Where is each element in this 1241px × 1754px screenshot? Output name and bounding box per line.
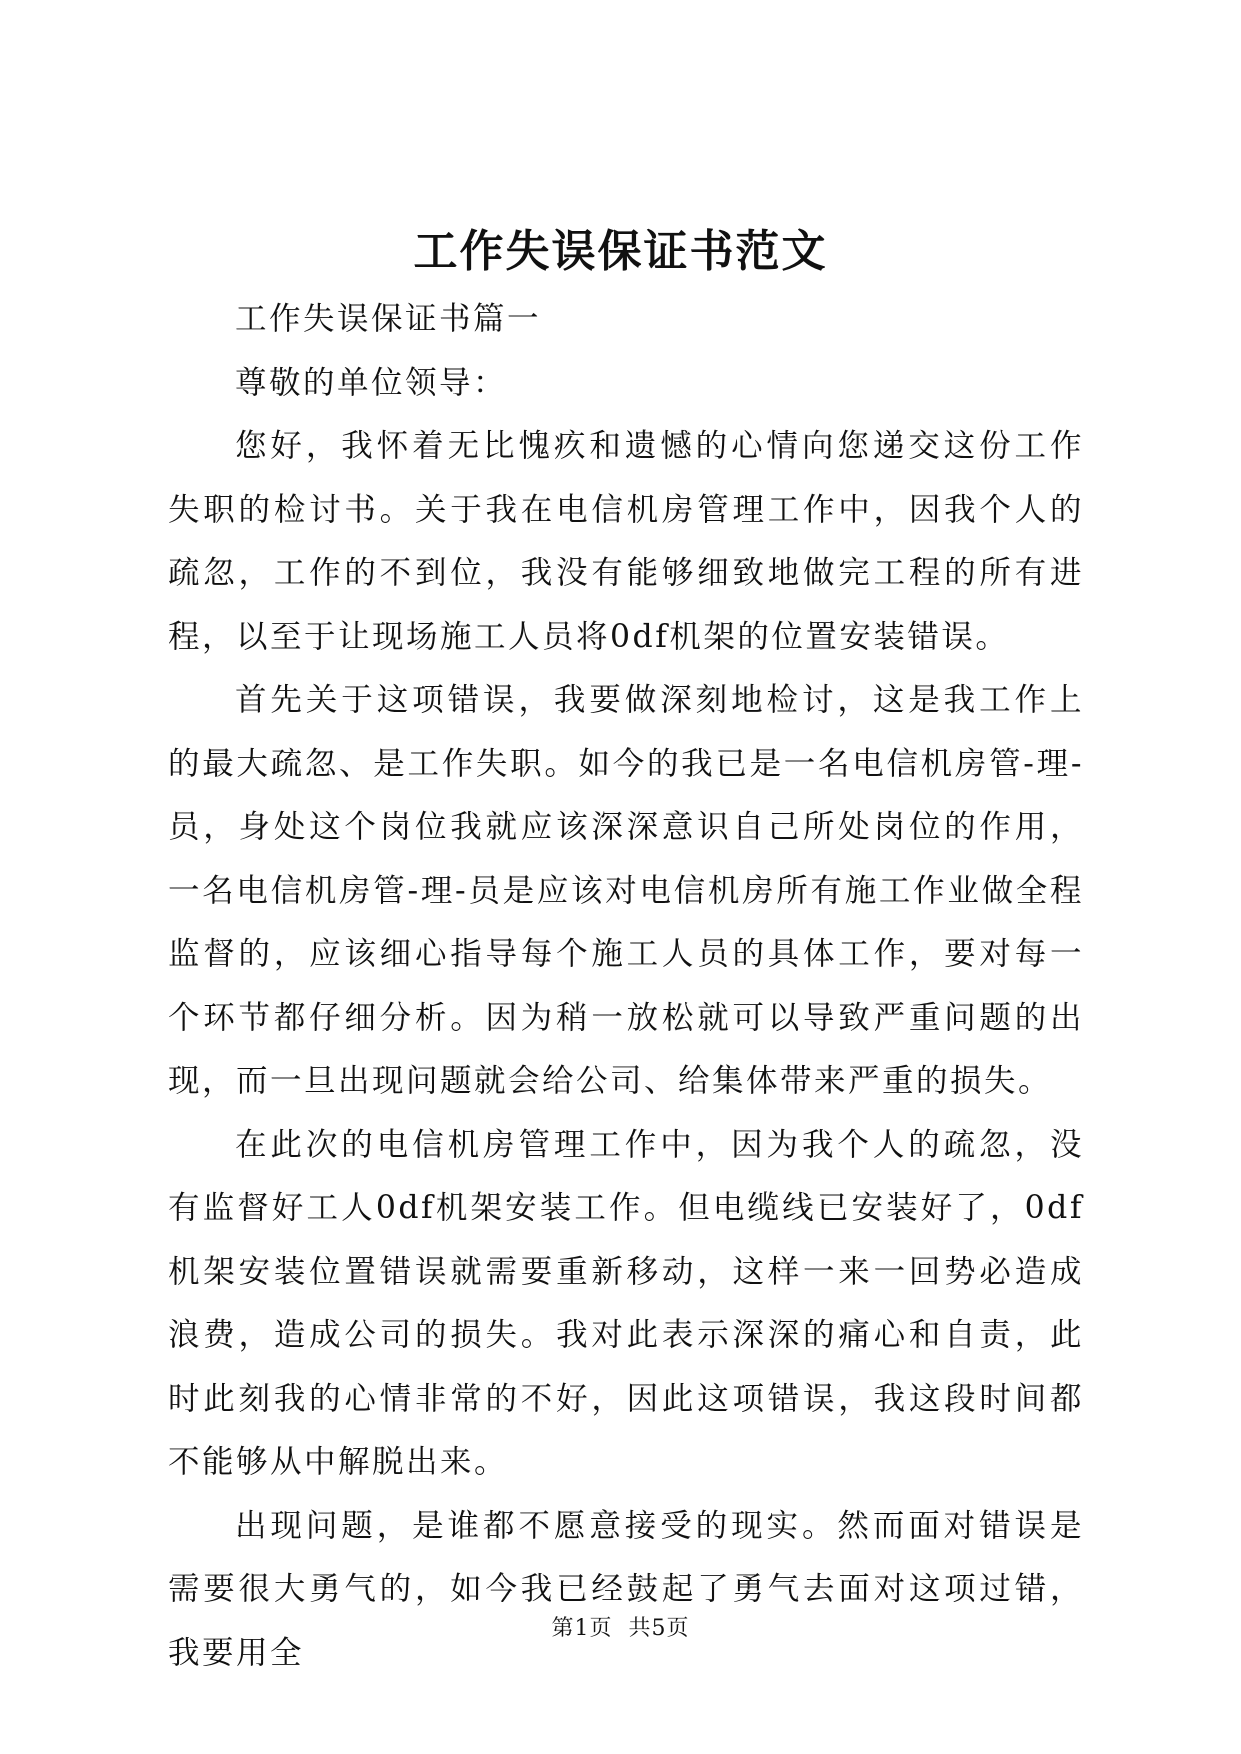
salutation: 尊敬的单位领导： [235,364,508,401]
page-footer [0,1614,1241,1644]
section-heading: 工作失误保证书篇一 [235,301,542,337]
document-body [168,288,1084,1685]
page-number: 第1页 [551,1616,613,1641]
page-total: 共5页 [628,1616,690,1641]
body-paragraph: 首先关于这项错误，我要做深刻地检讨，这是我工作上的最大疏忽、是工作失职。如今的我已是一名电信机房管-理-员，身处这个岗位我就应该深深意识自己所处岗位的作用，一名电信机房管-理-员是应该对电信机房所有施工作业做全程监督的，应该细心指导每个施工人员的具体工作，要对每一个环节都仔细分析。因为稍一放松就可以导致严重问题的出现，而一旦出现问题就会给公司、给集体带来严重的损失。 [168,682,1084,1099]
body-paragraph: 您好，我怀着无比愧疚和遗憾的心情向您递交这份工作失职的检讨书。关于我在电信机房管理工作中，因我个人的疏忽，工作的不到位，我没有能够细致地做完工程的所有进程，以至于让现场施工人员将0df机架的位置安装错误。 [168,428,1084,655]
body-paragraph: 出现问题，是谁都不愿意接受的现实。然而面对错误是需要很大勇气的，如今我已经鼓起了勇气去面对这项过错，我要用全 [168,1507,1084,1671]
body-paragraph: 在此次的电信机房管理工作中，因为我个人的疏忽，没有监督好工人0df机架安装工作。但电缆线已安装好了，0df机架安装位置错误就需要重新移动，这样一来一回势必造成浪费，造成公司的损失。我对此表示深深的痛心和自责，此时此刻我的心情非常的不好，因此这项错误，我这段时间都不能够从中解脱出来。 [168,1126,1084,1480]
document-title: 工作失误保证书范文 [413,226,828,277]
